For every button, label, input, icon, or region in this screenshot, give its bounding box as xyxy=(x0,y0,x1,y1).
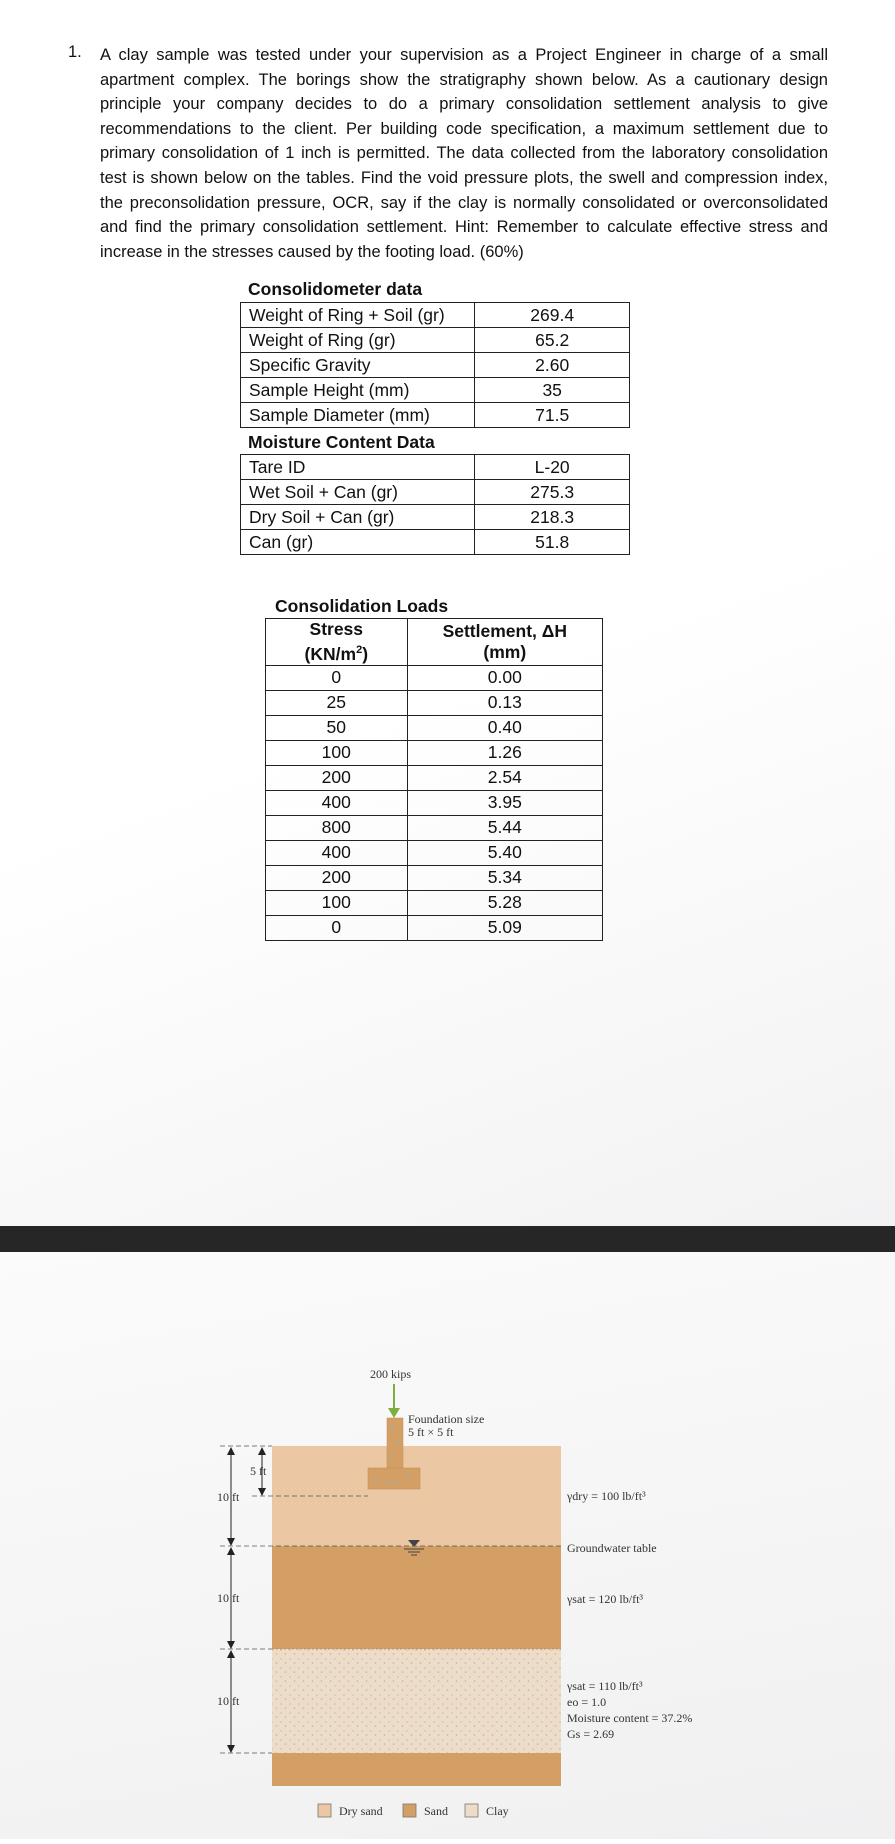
table-row xyxy=(266,715,603,740)
question-text: A clay sample was tested under your supervision as a Project Engineer in charge of a small apartment complex. The borings show the stratigraphy shown below. As a cautionary design principle your company decides to do a primary consolidation settlement analysis to give recommendations to the client. Per building code specification, a maximum settlement due to primary consolidation of 1 inch is permitted. The data collected from the laboratory consolidation test is shown below on the tables. Find the void pressure plots, the swell and compression index, the preconsolidation pressure, OCR, say if the clay is normally consolidated or overconsolidated and find the primary consolidation settlement. Hint: Remember to calculate effective stress and increase in the stresses caused by the footing load. (60%) xyxy=(100,46,828,261)
stress-header-close: ) xyxy=(362,643,369,664)
table-row xyxy=(266,815,603,840)
stress-cell: 100 xyxy=(266,890,408,915)
table-row xyxy=(266,865,603,890)
dim-layer1-thickness: 10 ft xyxy=(217,1490,240,1504)
stress-cell: 0 xyxy=(266,915,408,940)
dim-layer3-thickness: 10 ft xyxy=(217,1694,240,1708)
settlement-header xyxy=(407,619,602,666)
table-row xyxy=(241,480,630,505)
row-label: Wet Soil + Can (gr) xyxy=(241,480,475,505)
table-row xyxy=(241,530,630,555)
row-label: Sample Diameter (mm) xyxy=(241,403,475,428)
consolidometer-table xyxy=(240,302,630,428)
consolidometer-title: Consolidometer data xyxy=(248,279,423,299)
saturated-sand-layer xyxy=(272,1546,561,1649)
stress-cell: 100 xyxy=(266,740,408,765)
loads-body xyxy=(266,665,603,940)
table-row xyxy=(266,915,603,940)
settlement-cell: 5.34 xyxy=(407,865,602,890)
row-value: 2.60 xyxy=(475,353,630,378)
settlement-cell: 5.44 xyxy=(407,815,602,840)
dry-sand-unit-weight: γdry = 100 lb/ft³ xyxy=(567,1489,646,1503)
table-row xyxy=(266,840,603,865)
foundation-label-2: 5 ft × 5 ft xyxy=(408,1425,454,1439)
footing-base xyxy=(368,1468,420,1489)
bottom-sand-layer xyxy=(272,1753,561,1786)
row-label: Weight of Ring (gr) xyxy=(241,328,475,353)
loads-title: Consolidation Loads xyxy=(275,596,449,616)
row-label: Dry Soil + Can (gr) xyxy=(241,505,475,530)
table-row xyxy=(241,455,630,480)
moisture-table xyxy=(240,454,630,555)
legend-clay-swatch xyxy=(465,1804,478,1817)
row-value: 218.3 xyxy=(475,505,630,530)
table-row xyxy=(241,328,630,353)
row-label: Specific Gravity xyxy=(241,353,475,378)
clay-moisture-content: Moisture content = 37.2% xyxy=(567,1711,693,1725)
soil-profile-figure xyxy=(0,1252,895,1839)
row-value: 71.5 xyxy=(475,403,630,428)
page-divider xyxy=(0,1226,895,1252)
table-row xyxy=(241,303,630,328)
table-row xyxy=(266,665,603,690)
table-row xyxy=(241,353,630,378)
settlement-header-line1: Settlement, ΔH xyxy=(442,620,567,641)
settlement-cell: 0.40 xyxy=(407,715,602,740)
row-value: 35 xyxy=(475,378,630,403)
foundation-label-1: Foundation size xyxy=(408,1412,485,1426)
footing-column xyxy=(387,1418,403,1468)
settlement-cell: 0.13 xyxy=(407,690,602,715)
table-row xyxy=(241,378,630,403)
table-row xyxy=(266,740,603,765)
stress-cell: 400 xyxy=(266,840,408,865)
moisture-title: Moisture Content Data xyxy=(248,432,435,452)
settlement-cell: 5.09 xyxy=(407,915,602,940)
settlement-cell: 2.54 xyxy=(407,765,602,790)
table-row xyxy=(266,790,603,815)
clay-layer xyxy=(272,1649,561,1753)
settlement-cell: 1.26 xyxy=(407,740,602,765)
stress-header-unit: (KN/m xyxy=(304,643,357,664)
legend-dry-sand: Dry sand xyxy=(339,1804,383,1818)
load-arrow-icon xyxy=(388,1408,400,1418)
legend xyxy=(318,1804,509,1818)
stress-cell: 200 xyxy=(266,865,408,890)
dim-layer2-thickness: 10 ft xyxy=(217,1591,240,1605)
loads-table xyxy=(265,618,603,941)
row-label: Sample Height (mm) xyxy=(241,378,475,403)
table-row xyxy=(266,690,603,715)
clay-unit-weight: γsat = 110 lb/ft³ xyxy=(567,1679,643,1693)
question-number: 1. xyxy=(68,43,82,61)
settlement-cell: 0.00 xyxy=(407,665,602,690)
stress-header xyxy=(266,619,408,666)
row-label: Tare ID xyxy=(241,455,475,480)
settlement-header-unit: (mm) xyxy=(483,641,527,662)
dim-footing-depth: 5 ft xyxy=(250,1464,267,1478)
row-value: L-20 xyxy=(475,455,630,480)
stress-cell: 50 xyxy=(266,715,408,740)
settlement-cell: 5.28 xyxy=(407,890,602,915)
row-value: 51.8 xyxy=(475,530,630,555)
soil-profile-svg xyxy=(0,1252,895,1839)
table-row xyxy=(241,403,630,428)
stress-cell: 25 xyxy=(266,690,408,715)
clay-specific-gravity: Gs = 2.69 xyxy=(567,1727,615,1741)
clay-void-ratio: eo = 1.0 xyxy=(567,1695,607,1709)
table-header-row xyxy=(266,619,603,666)
stress-cell: 0 xyxy=(266,665,408,690)
row-label: Weight of Ring + Soil (gr) xyxy=(241,303,475,328)
groundwater-label: Groundwater table xyxy=(567,1541,657,1555)
settlement-cell: 5.40 xyxy=(407,840,602,865)
settlement-cell: 3.95 xyxy=(407,790,602,815)
row-value: 269.4 xyxy=(475,303,630,328)
stress-header-line1: Stress xyxy=(309,619,364,639)
row-value: 275.3 xyxy=(475,480,630,505)
sand-saturated-unit-weight: γsat = 120 lb/ft³ xyxy=(567,1592,643,1606)
row-value: 65.2 xyxy=(475,328,630,353)
stress-header-sup: 2 xyxy=(356,644,363,656)
legend-sand: Sand xyxy=(424,1804,448,1818)
stress-cell: 400 xyxy=(266,790,408,815)
row-label: Can (gr) xyxy=(241,530,475,555)
table-row xyxy=(241,505,630,530)
load-label: 200 kips xyxy=(370,1367,412,1381)
table-row xyxy=(266,890,603,915)
stress-cell: 200 xyxy=(266,765,408,790)
dry-sand-layer xyxy=(272,1446,561,1546)
legend-clay: Clay xyxy=(486,1804,509,1818)
stress-cell: 800 xyxy=(266,815,408,840)
legend-sand-swatch xyxy=(403,1804,416,1817)
table-row xyxy=(266,765,603,790)
legend-dry-sand-swatch xyxy=(318,1804,331,1817)
